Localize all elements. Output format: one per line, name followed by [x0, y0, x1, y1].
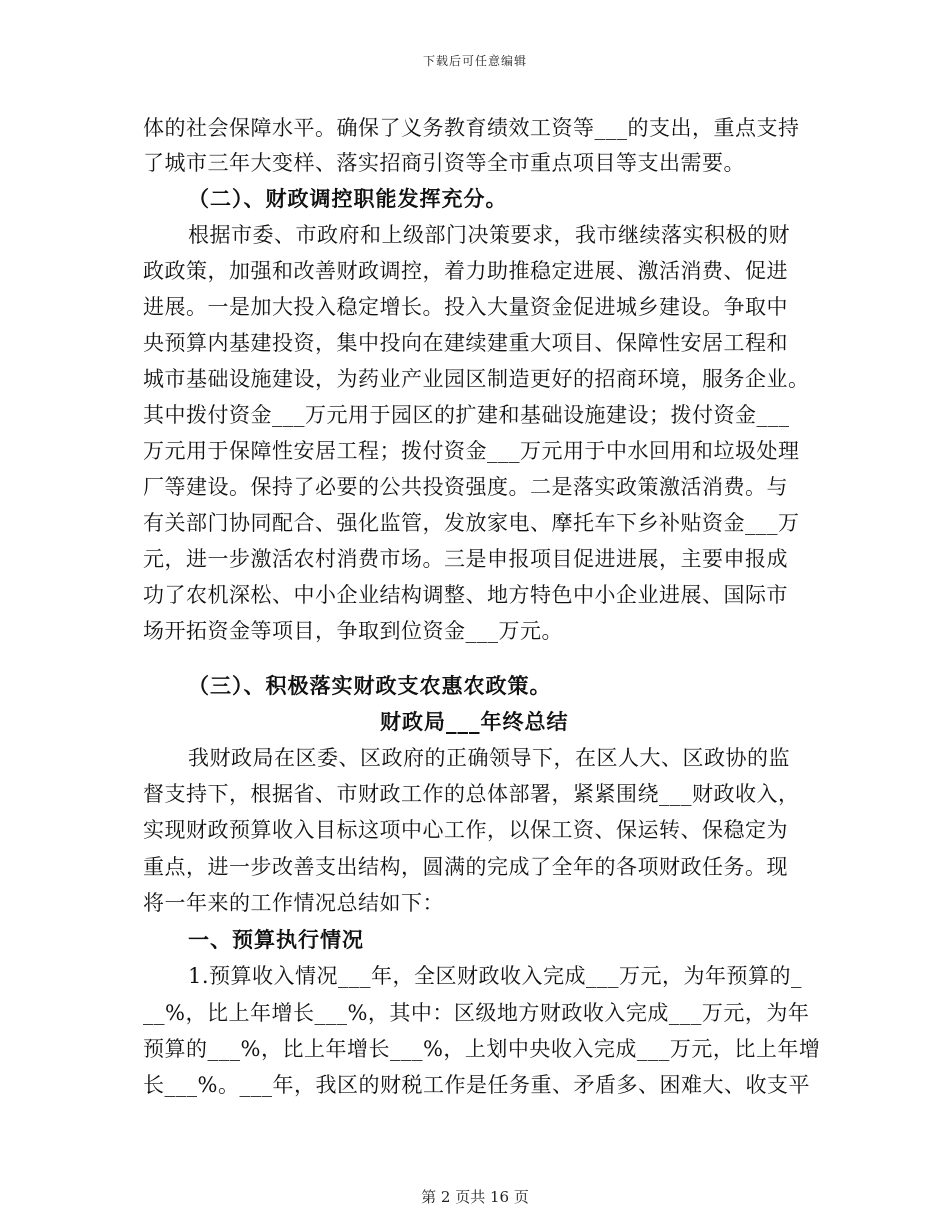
text-line: 长___%。___年，我区的财税工作是任务重、矛盾多、困难大、收支平	[143, 1073, 810, 1097]
text-line: 厂等建设。保持了必要的公共投资强度。二是落实政策激活消费。与	[143, 475, 788, 499]
text-line: 重点，进一步改善支出结构，圆满的完成了全年的各项财政任务。现	[143, 855, 788, 879]
text-line: 元，进一步激活农村消费市场。三是申报项目促进进展，主要申报成	[143, 547, 788, 571]
section-heading: （二）、财政调控职能发挥充分。	[188, 186, 508, 211]
text-line: 场开拓资金等项目，争取到位资金___万元。	[143, 619, 563, 643]
text-line: 央预算内基建投资，集中投向在建续建重大项目、保障性安居工程和	[143, 331, 788, 355]
text-line: 功了农机深松、中小企业结构调整、地方特色中小企业进展、国际市	[143, 583, 788, 607]
text-line: 体的社会保障水平。确保了义务教育绩效工资等___的支出，重点支持	[143, 116, 800, 140]
page-header-note: 下载后可任意编辑	[422, 54, 527, 68]
text-line: 有关部门协同配合、强化监管，发放家电、摩托车下乡补贴资金___万	[143, 511, 800, 535]
text-line: 万元用于保障性安居工程；拨付资金___万元用于中水回用和垃圾处理	[143, 439, 800, 463]
text-line: 其中拨付资金___万元用于园区的扩建和基础设施建设；拨付资金___	[143, 403, 790, 427]
text-line: 将一年来的工作情况总结如下：	[143, 891, 444, 915]
text-line: 进展。一是加大投入稳定增长。投入大量资金促进城乡建设。争取中	[143, 295, 788, 319]
page-footer: 第 2 页共 16 页	[421, 1188, 529, 1206]
text-line: 1.预算收入情况___年，全区财政收入完成___万元，为年预算的_	[188, 964, 803, 988]
text-line: 实现财政预算收入目标这项中心工作，以保工资、保运转、保稳定为	[143, 818, 788, 842]
text-line: 政政策，加强和改善财政调控，着力助推稳定进展、激活消费、促进	[143, 259, 788, 283]
text-line: 督支持下，根据省、市财政工作的总体部署，紧紧围绕___财政收入，	[143, 782, 800, 806]
document-title: 财政局___年终总结	[380, 709, 569, 734]
section-heading: 一、预算执行情况	[188, 927, 364, 952]
text-line: 根据市委、市政府和上级部门决策要求，我市继续落实积极的财	[188, 223, 790, 247]
section-heading: （三）、积极落实财政支农惠农政策。	[188, 673, 552, 698]
text-line: 城市基础设施建设，为药业产业园区制造更好的招商环境，服务企业。	[143, 367, 810, 391]
text-line: 预算的___%，比上年增长___%，上划中央收入完成___万元，比上年增	[143, 1037, 821, 1061]
text-line: 我财政局在区委、区政府的正确领导下，在区人大、区政协的监	[188, 746, 790, 770]
text-line: 了城市三年大变样、落实招商引资等全市重点项目等支出需要。	[143, 151, 745, 175]
text-line: __%，比上年增长___%，其中：区级地方财政收入完成___万元，为年	[143, 1001, 810, 1025]
